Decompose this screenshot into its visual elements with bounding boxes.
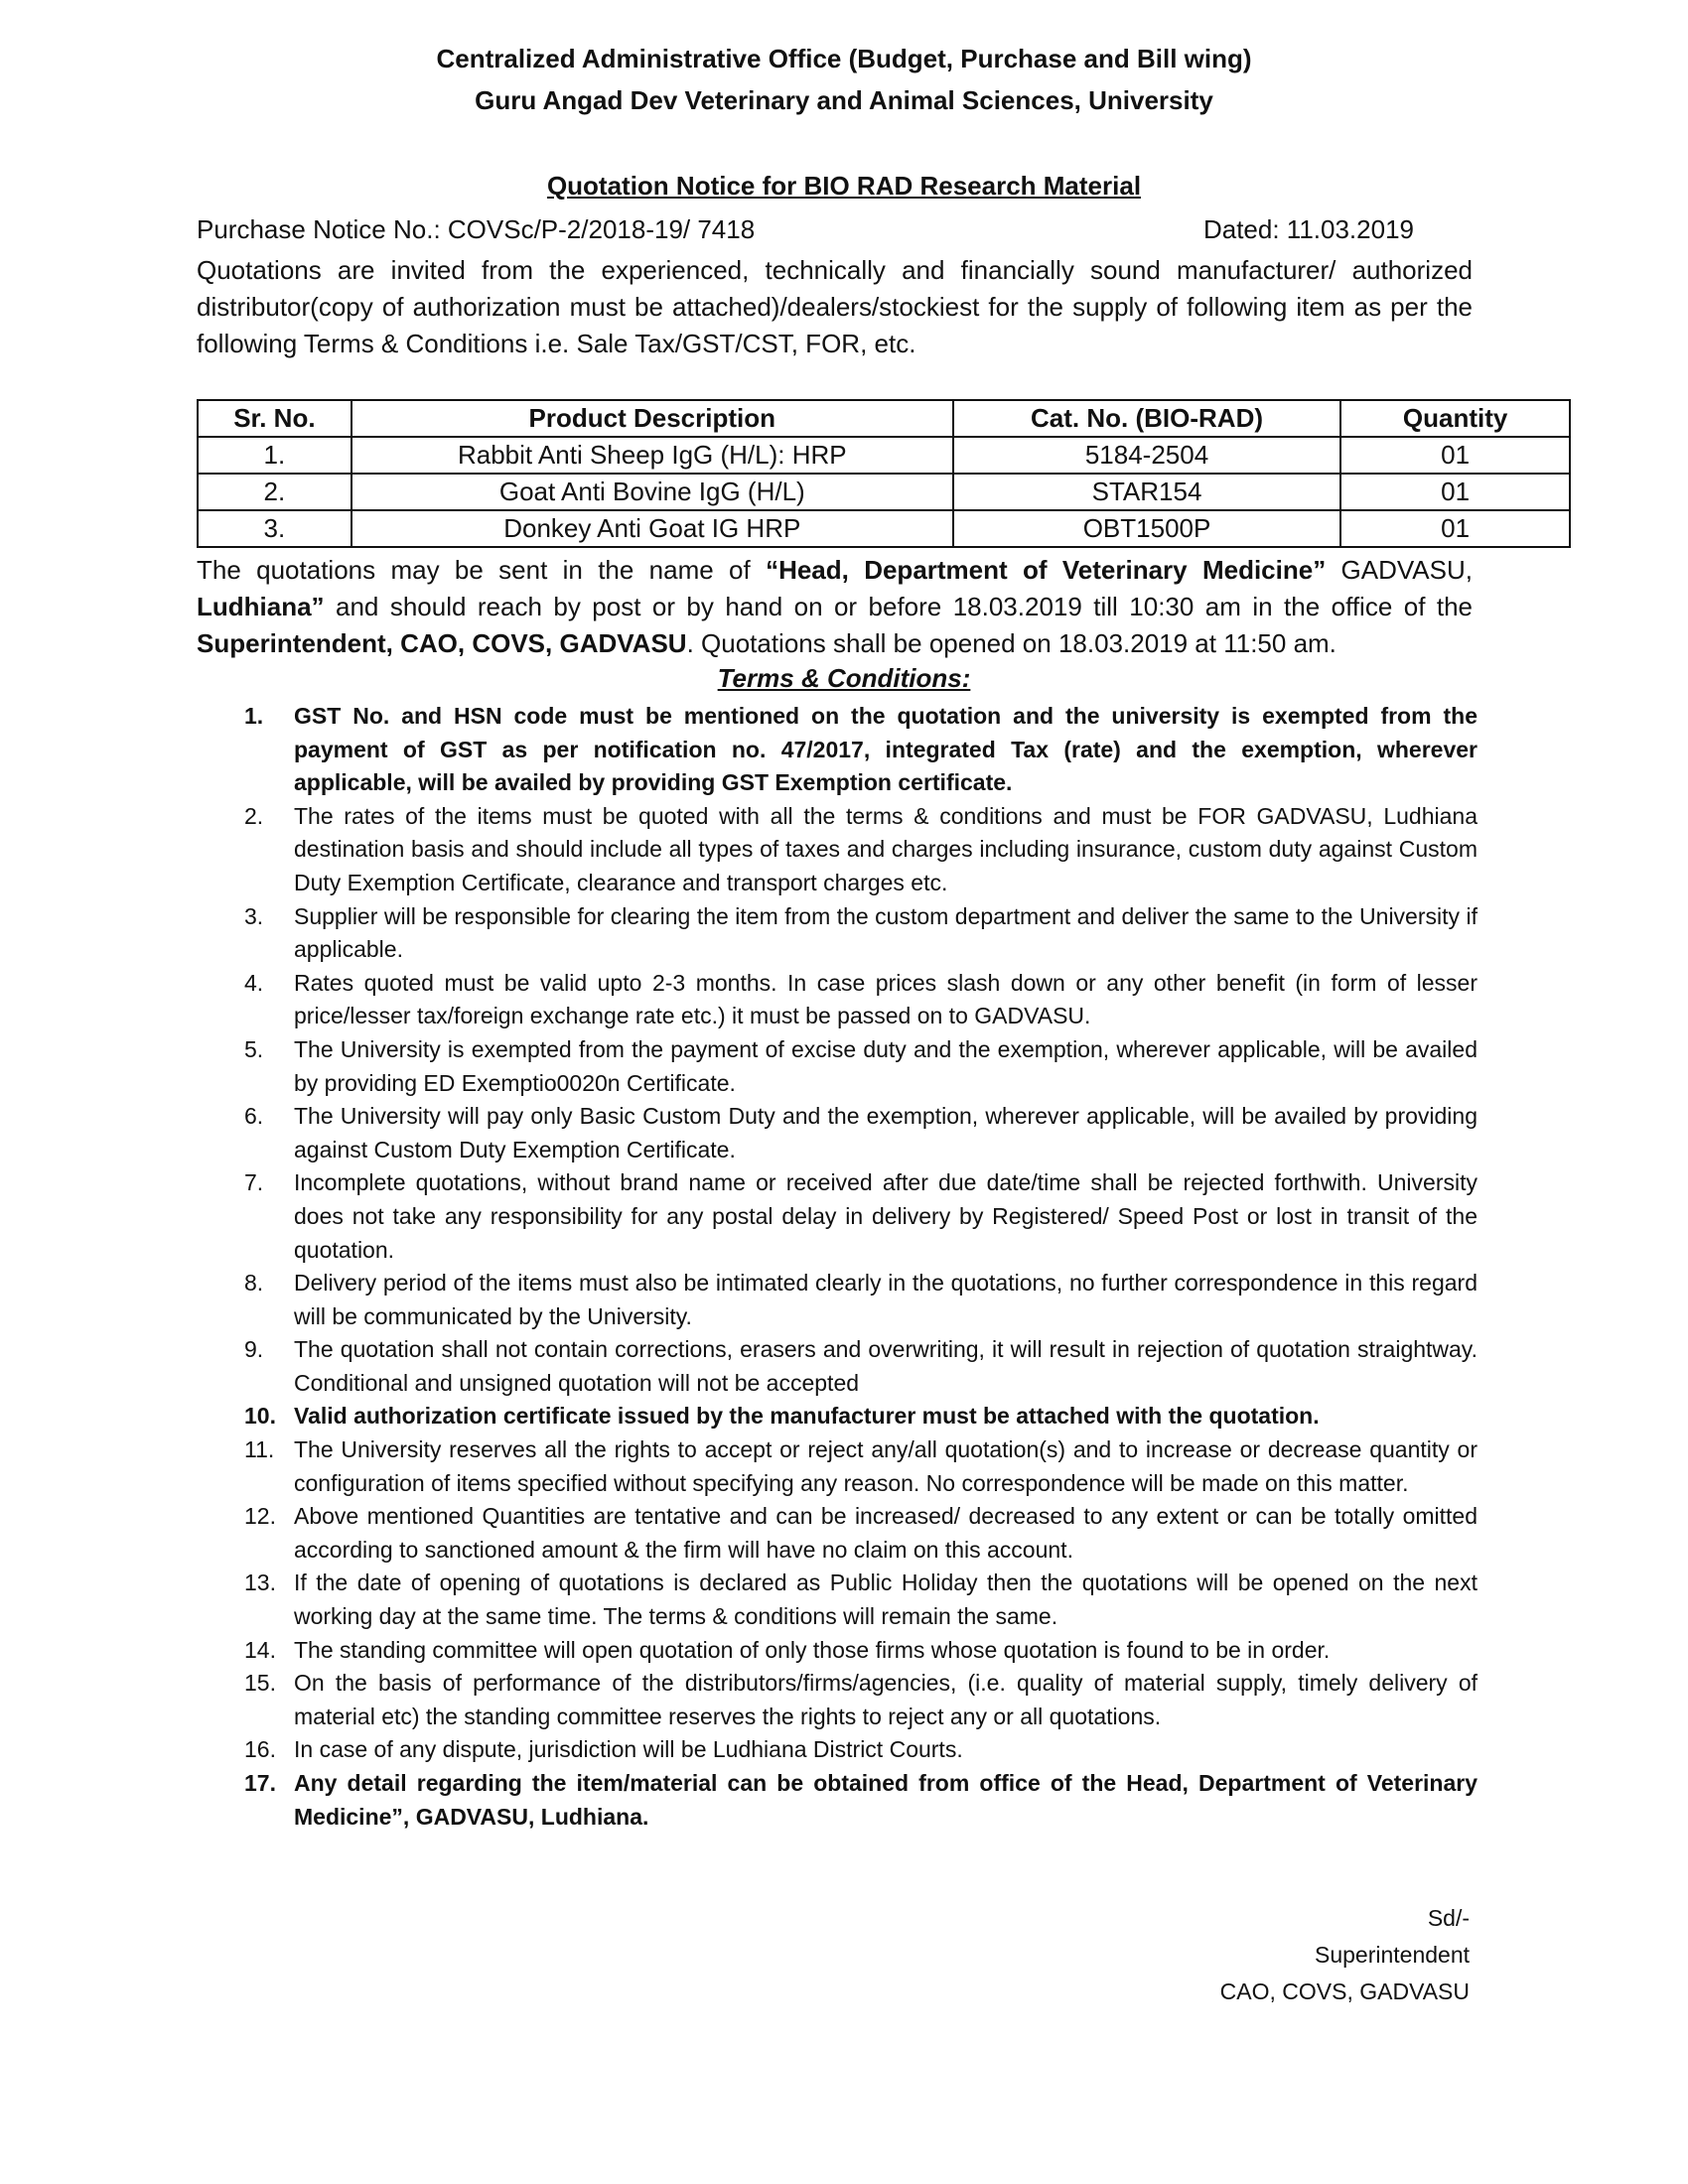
term-text: GST No. and HSN code must be mentioned on the quotation and the university is exempted from the payment of GST as per notification no. 47/2017, integrated Tax (rate) and the exemption, wherever applicable, will be availed by providing GST Exemption certificate. (294, 703, 1477, 796)
header-cat-no: Cat. No. (BIO-RAD) (953, 400, 1340, 437)
table-row (198, 510, 1570, 547)
notice-date: Dated: 11.03.2019 (1202, 214, 1414, 244)
signature-block (1220, 1900, 1470, 2010)
submission-city: Ludhiana” (197, 592, 325, 621)
term-text: Supplier will be responsible for clearing the item from the custom department and deliver the same to the University if applicable. (294, 902, 1477, 963)
term-item (197, 1033, 1477, 1100)
term-item (197, 800, 1477, 900)
term-item (197, 1433, 1477, 1500)
term-number: 15. (244, 1670, 276, 1697)
term-number: 5. (244, 1035, 264, 1062)
cell-product: Rabbit Anti Sheep IgG (H/L): HRP (352, 437, 953, 474)
header-quantity: Quantity (1340, 400, 1570, 437)
term-item (197, 1267, 1477, 1333)
term-number: 7. (244, 1169, 264, 1196)
signature-sd: Sd/- (1427, 1905, 1470, 1931)
signature-office: CAO, COVS, GADVASU (1219, 1979, 1470, 2004)
term-item (197, 1400, 1477, 1433)
term-item (197, 1567, 1477, 1633)
university-name: Guru Angad Dev Veterinary and Animal Sciences, University (475, 85, 1213, 115)
term-number: 17. (244, 1770, 276, 1796)
term-number: 11. (244, 1436, 275, 1463)
signature-title: Superintendent (1314, 1942, 1470, 1968)
cell-sr-no: 2. (198, 474, 352, 510)
term-number: 9. (244, 1336, 264, 1363)
cell-sr-no: 3. (198, 510, 352, 547)
term-item (197, 900, 1477, 967)
header-sr-no: Sr. No. (198, 400, 352, 437)
term-number: 2. (244, 802, 264, 829)
office-name: Centralized Administrative Office (Budget, Purchase and Bill wing) (436, 44, 1252, 73)
term-number: 3. (244, 902, 264, 929)
term-item (197, 1733, 1477, 1767)
term-text: The standing committee will open quotation of only those firms whose quotation is found to be in order. (294, 1636, 1331, 1663)
term-text: The rates of the items must be quoted with all the terms & conditions and must be FOR GADVASU, Ludhiana destination basis and should include all types of taxes and charges including insurance, custom duty against Custom Duty Exemption Certificate, clearance and transport charges etc. (294, 802, 1477, 895)
term-number: 8. (244, 1270, 264, 1297)
cell-sr-no: 1. (198, 437, 352, 474)
term-text: Delivery period of the items must also be intimated clearly in the quotations, no further correspondence in this regard will be communicated by the University. (294, 1270, 1477, 1329)
submission-text: and should reach by post or by hand on or before 18.03.2019 till 10:30 am in the office of the (324, 592, 1473, 621)
purchase-notice-number: Purchase Notice No.: COVSc/P-2/2018-19/ 7418 (197, 214, 756, 244)
submission-office: Superintendent, CAO, COVS, GADVASU (197, 628, 687, 658)
table-row (198, 437, 1570, 474)
term-number: 10. (244, 1403, 276, 1430)
cell-product: Goat Anti Bovine IgG (H/L) (352, 474, 953, 510)
items-table (197, 399, 1571, 548)
submission-addressee: “Head, Department of Veterinary Medicine” (766, 555, 1327, 585)
term-text: In case of any dispute, jurisdiction will be Ludhiana District Courts. (294, 1736, 963, 1763)
intro-paragraph: Quotations are invited from the experienced, technically and financially sound manufacturer/ authorized distributor(copy of authorization must be attached)/dealers/stockiest for the supply of following item as per the following Terms & Conditions i.e. Sale Tax/GST/CST, FOR, etc. (197, 255, 1473, 358)
cell-quantity: 01 (1340, 510, 1570, 547)
term-item (197, 1333, 1477, 1400)
term-text: The University will pay only Basic Custom Duty and the exemption, wherever applicable, will be availed by providing against Custom Duty Exemption Certificate. (294, 1103, 1477, 1162)
notice-number-line (197, 214, 1414, 245)
header-product-description: Product Description (352, 400, 953, 437)
term-text: Above mentioned Quantities are tentative and can be increased/ decreased to any extent or can be totally omitted according to sanctioned amount & the firm will have no claim on this account. (294, 1503, 1477, 1563)
cell-cat-no: 5184-2504 (953, 437, 1340, 474)
cell-quantity: 01 (1340, 437, 1570, 474)
table-row (198, 474, 1570, 510)
notice-title: Quotation Notice for BIO RAD Research Material (546, 171, 1142, 201)
term-text: On the basis of performance of the distributors/firms/agencies, (i.e. quality of material supply, timely delivery of material etc) the standing committee reserves the rights to reject any or all quotations. (294, 1670, 1477, 1729)
term-item (197, 1500, 1477, 1567)
term-item (197, 1166, 1477, 1267)
terms-heading: Terms & Conditions: (717, 663, 971, 693)
terms-list (197, 700, 1477, 1834)
term-text: The University is exempted from the payment of excise duty and the exemption, wherever applicable, will be availed by providing ED Exemptio0020n Certificate. (294, 1035, 1477, 1096)
term-number: 14. (244, 1636, 276, 1663)
term-text: Incomplete quotations, without brand name or received after due date/time shall be rejected forthwith. University does not take any responsibility for any postal delay in delivery by Registered/ Speed Post or lost in transit of the quotation. (294, 1169, 1477, 1263)
term-item (197, 1634, 1477, 1668)
term-text: Rates quoted must be valid upto 2-3 months. In case prices slash down or any other benefit (in form of lesser price/lesser tax/foreign exchange rate etc.) it must be passed on to GADVASU. (294, 969, 1477, 1029)
table-header-row (198, 400, 1570, 437)
cell-quantity: 01 (1340, 474, 1570, 510)
term-number: 13. (244, 1570, 276, 1596)
term-text: The quotation shall not contain corrections, erasers and overwriting, it will result in rejection of quotation straightway. Conditional and unsigned quotation will not be accepted (294, 1336, 1477, 1396)
cell-cat-no: OBT1500P (953, 510, 1340, 547)
term-number: 4. (244, 969, 264, 996)
term-text: Valid authorization certificate issued by the manufacturer must be attached with the quotation. (294, 1403, 1320, 1430)
term-number: 1. (244, 703, 264, 729)
term-text: Any detail regarding the item/material can be obtained from office of the Head, Department of Veterinary Medicine”, GADVASU, Ludhiana. (294, 1770, 1477, 1830)
term-text: The University reserves all the rights to accept or reject any/all quotation(s) and to increase or decrease quantity or configuration of items specified without specifying any reason. No correspondence will be made on this matter. (294, 1436, 1477, 1496)
term-number: 6. (244, 1103, 264, 1130)
term-item (197, 700, 1477, 800)
term-number: 16. (244, 1736, 276, 1763)
term-number: 12. (244, 1503, 276, 1530)
term-item (197, 1767, 1477, 1834)
submission-text: GADVASU, (1326, 555, 1473, 585)
submission-paragraph (197, 552, 1473, 662)
term-item (197, 1100, 1477, 1166)
cell-product: Donkey Anti Goat IG HRP (352, 510, 953, 547)
submission-text: The quotations may be sent in the name of (197, 555, 767, 585)
term-item (197, 967, 1477, 1033)
term-item (197, 1667, 1477, 1733)
submission-text: . Quotations shall be opened on 18.03.2019 at 11:50 am. (686, 628, 1336, 658)
term-text: If the date of opening of quotations is declared as Public Holiday then the quotations will be opened on the next working day at the same time. The terms & conditions will remain the same. (294, 1570, 1477, 1630)
cell-cat-no: STAR154 (953, 474, 1340, 510)
